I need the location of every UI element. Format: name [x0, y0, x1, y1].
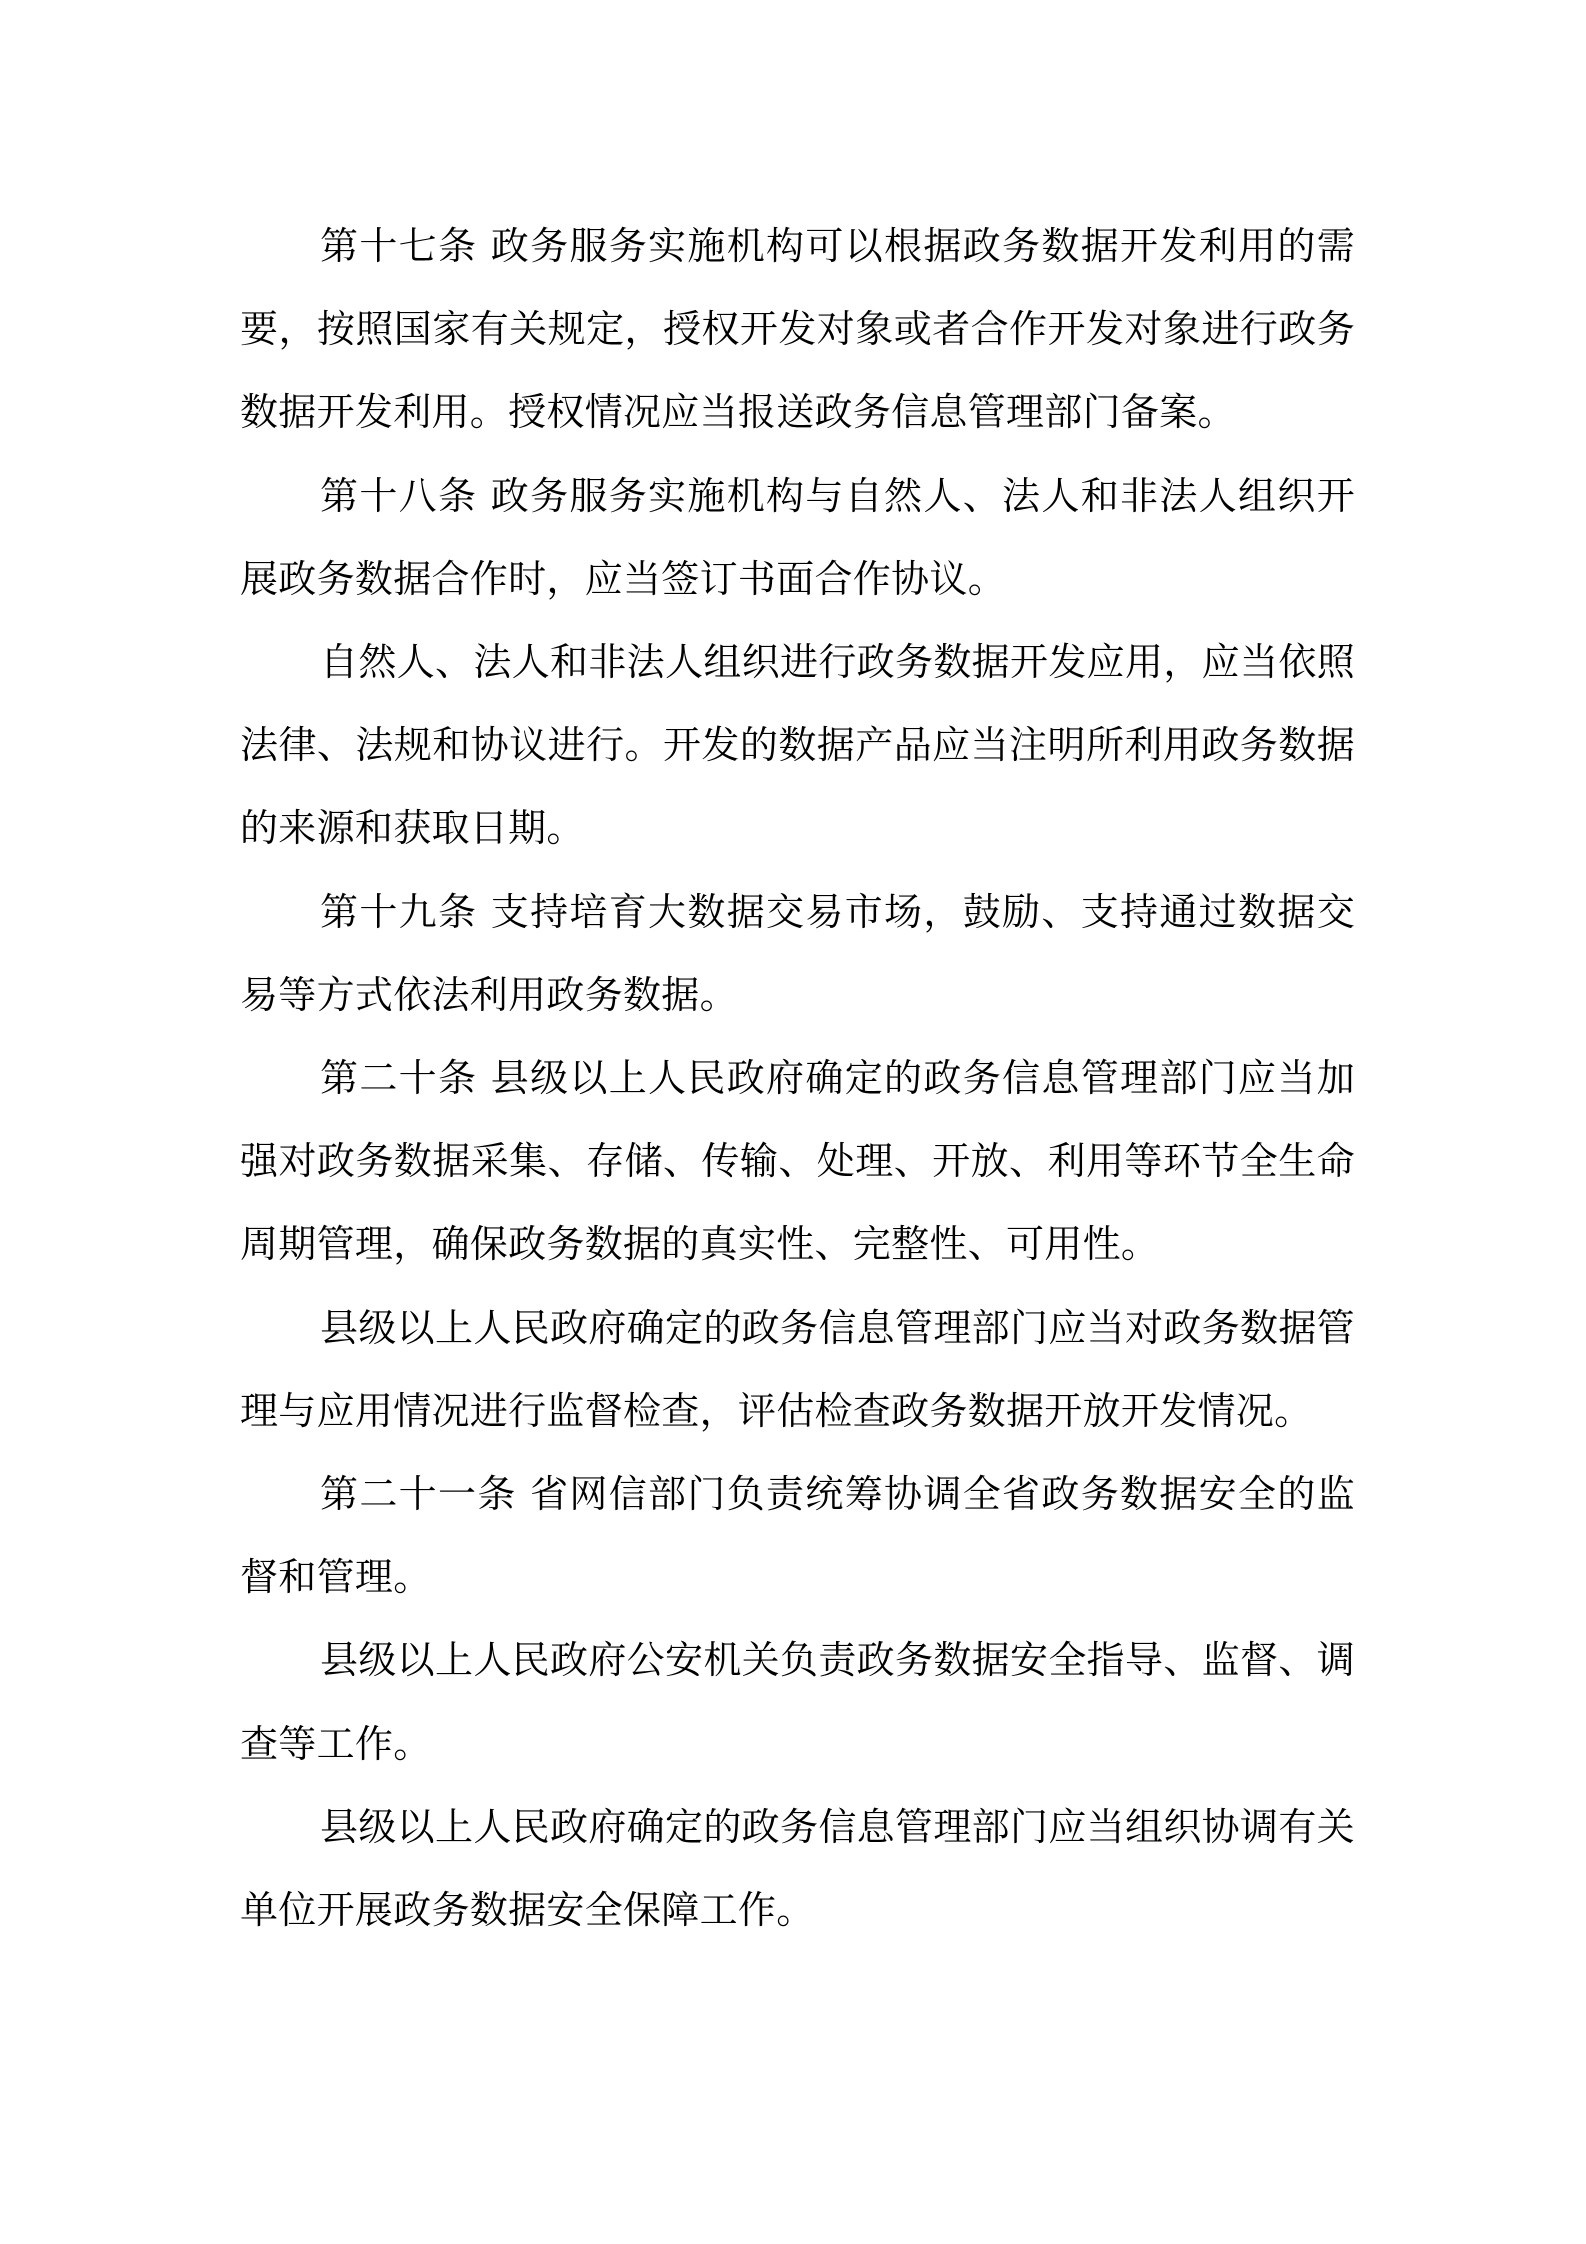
text-line: 第二十条 县级以上人民政府确定的政务信息管理部门应当: [320, 1056, 1317, 1101]
text-line: 县级以上人民政府确定的政务信息管理部门应当组织协调: [320, 1804, 1279, 1849]
text-line: 交易等方式依法利用政务数据。: [240, 889, 1355, 1017]
text-line: 第二十一条 省网信部门负责统筹协调全省政务数据安全的: [320, 1472, 1317, 1517]
text-line: 生命周期管理，确保政务数据的真实性、完整性、可用性。: [240, 1139, 1355, 1267]
document-page: [240, 205, 1355, 1952]
article-21-clause-3-paragraph: [240, 1786, 1355, 1952]
article-19-paragraph: [240, 871, 1355, 1037]
text-line: 县级以上人民政府确定的政务信息管理部门应当对政务数: [320, 1305, 1279, 1350]
text-line: 加强对政务数据采集、存储、传输、处理、开放、利用等环节全: [240, 1056, 1355, 1184]
text-line: 有关单位开展政务数据安全保障工作。: [240, 1804, 1355, 1933]
text-line: 需要，按照国家有关规定，授权开发对象或者合作开发对象进行: [240, 224, 1355, 352]
article-20-paragraph: [240, 1037, 1355, 1287]
text-line: 照法律、法规和协议进行。开发的数据产品应当注明所利用政务: [240, 640, 1355, 768]
text-line: 第十九条 支持培育大数据交易市场，鼓励、支持通过数据: [320, 889, 1317, 934]
text-line: 第十七条 政务服务实施机构可以根据政务数据开发利用的: [320, 224, 1317, 268]
text-line: 政务数据开发利用。授权情况应当报送政务信息管理部门备案。: [240, 307, 1355, 435]
article-20-clause-2-paragraph: [240, 1287, 1355, 1453]
text-line: 县级以上人民政府公安机关负责政务数据安全指导、监督、: [320, 1638, 1317, 1683]
text-line: 第十八条 政务服务实施机构与自然人、法人和非法人组织: [320, 473, 1317, 518]
text-line: 调查等工作。: [240, 1638, 1355, 1766]
text-line: 监督和管理。: [240, 1472, 1355, 1600]
text-line: 况。: [1235, 1388, 1313, 1433]
text-line: 开展政务数据合作时，应当签订书面合作协议。: [240, 473, 1355, 601]
text-line: 据管理与应用情况进行监督检查，评估检查政务数据开放开发情: [240, 1305, 1355, 1433]
text-line: 数据的来源和获取日期。: [240, 723, 1355, 851]
article-18-paragraph: [240, 455, 1355, 621]
article-17-paragraph: [240, 205, 1355, 455]
article-18-clause-2-paragraph: [240, 621, 1355, 871]
text-line: 自然人、法人和非法人组织进行政务数据开发应用，应当依: [320, 640, 1317, 685]
article-21-paragraph: [240, 1453, 1355, 1619]
article-21-clause-2-paragraph: [240, 1619, 1355, 1785]
